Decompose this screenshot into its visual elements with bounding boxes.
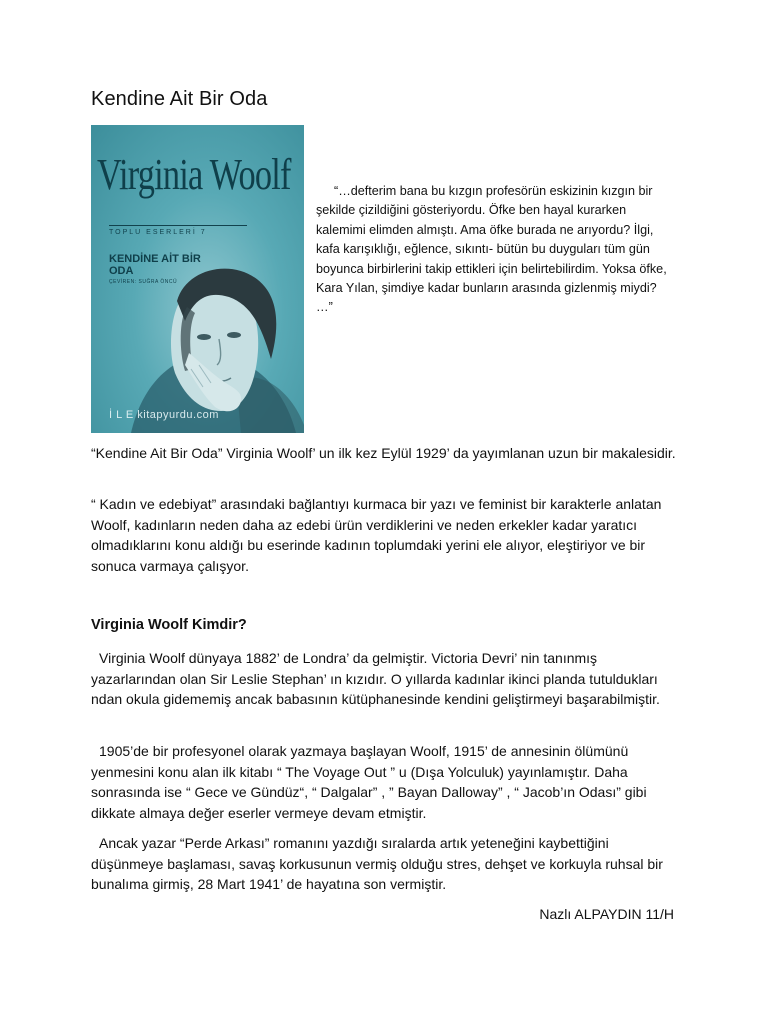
bio-paragraph-1: Virginia Woolf dünyaya 1882’ de Londra’ da gelmiştir. Victoria Devri’ nin tanınmış yazarlarından olan Sir Leslie Stephan’ ın kızıdır. O yıllarda kadınlar ikinci planda tutuldukları ndan okula gidememiş ancak babasının kütüphanesinde kendini geliştirmeyi başarabilmiştir.	[91, 650, 660, 708]
cover-book-title: KENDİNE AİT BİR ODA	[109, 253, 201, 277]
cover-translator: ÇEVİREN: SUĞRA ÖNCÜ	[109, 279, 178, 285]
book-cover-image	[91, 125, 304, 433]
cover-author-name: Virginia Woolf	[97, 150, 291, 199]
book-quote: “…defterim bana bu kızgın profesörün eskizinin kızgın bir şekilde çizildiğini gösteriyordu. Öfke ben hayal kurarken kalemimi elimden almıştı. Ama öfke burada ne arıyordu? İlgi, kafa karışıklığı, eğlence, sıkıntı- bütün bu duyguları tüm gün boyunca birbirlerini takip ettikleri için belirtebilirdim. Yoksa öfke, Kara Yılan, şimdiye kadar bunların arasında gizlenmiş miydi? …”	[316, 184, 667, 315]
cover-watermark: İ L E kitapyurdu.com	[109, 409, 219, 421]
document-title: Kendine Ait Bir Oda	[91, 88, 268, 110]
section-heading: Virginia Woolf Kimdir?	[91, 617, 247, 633]
author-signature: Nazlı ALPAYDIN 11/H	[539, 906, 674, 922]
bio-paragraph-2: 1905’de bir profesyonel olarak yazmaya başlayan Woolf, 1915’ de annesinin ölümünü yenmesini konu alan ilk kitabı “ The Voyage Out ” u (Dışa Yolculuk) yayınlamıştır. Daha sonrasında ise “ Gece ve Gündüz“, “ Dalgalar” , ” Bayan Dalloway” , “ Jacob’ın Odası” gibi dikkate almaya değer eserler vermeye devam etmiştir.	[91, 743, 647, 821]
bio-paragraph-3: Ancak yazar “Perde Arkası” romanını yazdığı sıralarda artık yeteneğini kaybettiğini düşünmeye başlaması, savaş korkusunun vermiş olduğu stres, dehşet ve korkuyla ruhsal bir bunalıma girmiş, 28 Mart 1941’ de hayatına son vermiştir.	[91, 835, 663, 893]
summary-paragraph: “ Kadın ve edebiyat” arasındaki bağlantıyı kurmaca bir yazı ve feminist bir karakterle anlatan Woolf, kadınların neden daha az edebi ürün verdiklerini ve neden erkekler kadar yaratıcı olmadıklarını konu aldığı bu eserinde kadının toplumdaki yerini ele alıyor, eleştiriyor ve bir sonuca varmaya çalışyor.	[91, 496, 662, 574]
intro-paragraph: “Kendine Ait Bir Oda” Virginia Woolf’ un ilk kez Eylül 1929’ da yayımlanan uzun bir makalesidir.	[91, 445, 676, 461]
cover-series-label: TOPLU ESERLERİ 7	[109, 229, 207, 236]
cover-divider-line	[109, 225, 247, 226]
